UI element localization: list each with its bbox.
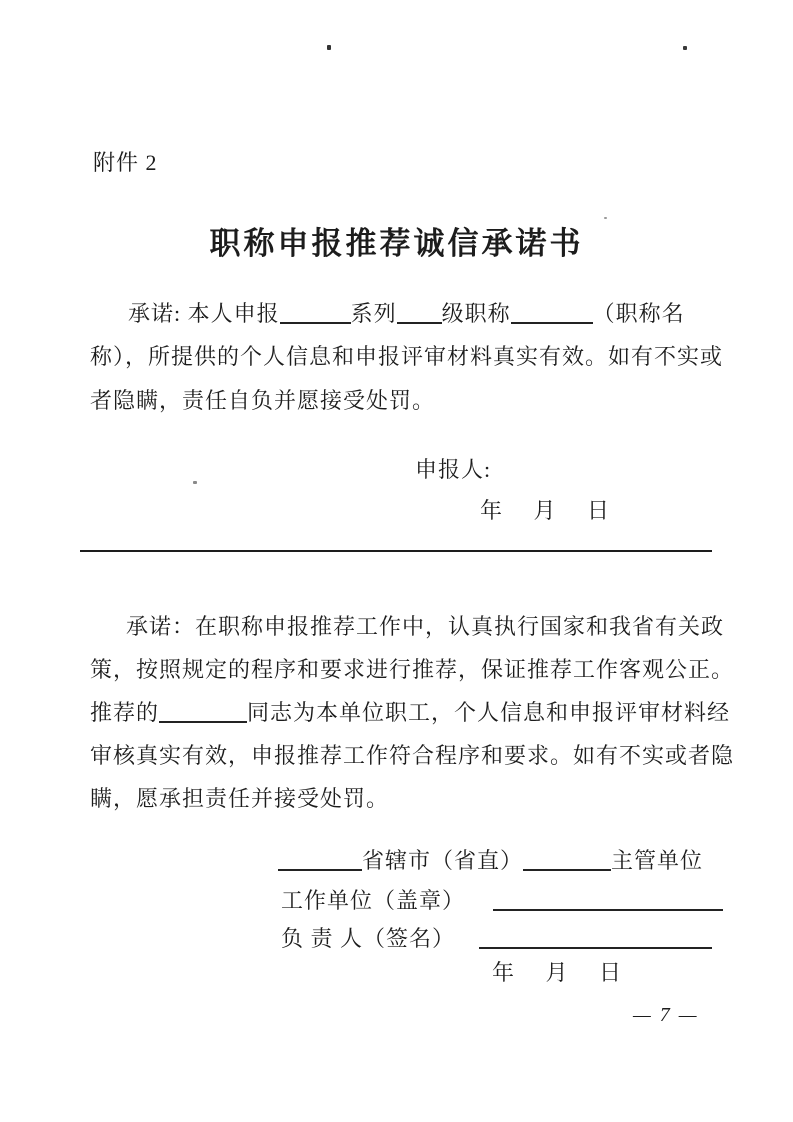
work-unit-label: 工作单位（盖章） xyxy=(281,888,466,913)
responsible-label: 负 责 人（签名） xyxy=(281,926,456,951)
text-segment: 级职称 xyxy=(441,301,511,326)
scan-speck xyxy=(193,481,197,484)
level-blank-field xyxy=(397,304,442,324)
text-segment: 系列 xyxy=(350,301,397,326)
text-segment: 承诺: 本人申报 xyxy=(128,301,280,326)
responsible-signature-blank-field xyxy=(479,929,712,949)
page-number: — 7 — xyxy=(633,1004,699,1026)
recommender-paragraph-line4: 审核真实有效，申报推荐工作符合程序和要求。如有不实或者隐 xyxy=(90,743,735,768)
city-blank-field xyxy=(278,851,362,871)
recommender-paragraph-line5: 瞒，愿承担责任并接受处罚。 xyxy=(90,786,390,811)
recommender-paragraph-line2: 策，按照规定的程序和要求进行推荐，保证推荐工作客观公正。 xyxy=(90,657,735,682)
region-supervisor-line xyxy=(278,848,703,874)
text-segment: 同志为本单位职工，个人信息和申报评审材料经 xyxy=(247,700,731,725)
applicant-paragraph-line2: 称），所提供的个人信息和申报评审材料真实有效。如有不实或 xyxy=(90,344,724,369)
recommender-paragraph-line1: 承诺：在职称申报推荐工作中，认真执行国家和我省有关政 xyxy=(126,614,725,639)
recommender-date-line: 年 月 日 xyxy=(492,960,624,985)
applicant-paragraph-line3: 者隐瞒，责任自负并愿接受处罚。 xyxy=(90,388,436,413)
text-segment: （职称名 xyxy=(592,301,685,326)
text-segment: 推荐的 xyxy=(90,700,160,725)
work-unit-line xyxy=(281,888,723,914)
attachment-label: 附件 2 xyxy=(93,150,158,175)
section-divider xyxy=(80,550,712,552)
series-blank-field xyxy=(280,304,351,324)
supervisor-label: 主管单位 xyxy=(611,848,704,873)
region-label: 省辖市（省直） xyxy=(362,848,524,873)
document-title: 职称申报推荐诚信承诺书 xyxy=(209,226,584,261)
work-unit-blank-field xyxy=(493,891,723,911)
scan-speck xyxy=(683,46,687,50)
title-name-blank-field xyxy=(511,304,593,324)
applicant-signer-label: 申报人: xyxy=(415,457,492,482)
applicant-date-line: 年 月 日 xyxy=(480,498,612,523)
scan-speck xyxy=(327,45,331,50)
recommender-paragraph-line3 xyxy=(90,700,730,726)
applicant-paragraph-line1 xyxy=(128,301,685,327)
supervisor-blank-field xyxy=(523,851,611,871)
responsible-person-line xyxy=(281,926,712,952)
comrade-name-blank-field xyxy=(159,703,247,723)
